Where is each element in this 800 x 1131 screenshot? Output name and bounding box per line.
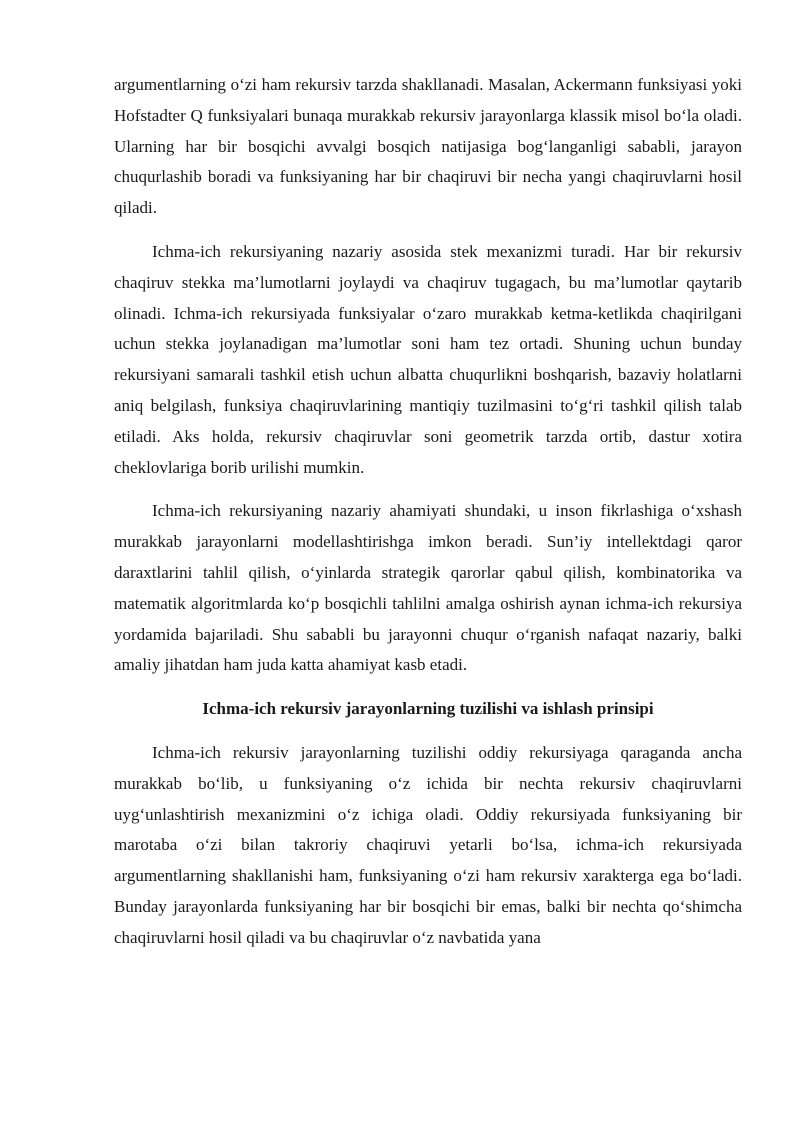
paragraph-stack-mechanism: Ichma-ich rekursiyaning nazariy asosida stek mexanizmi turadi. Har bir rekursiv chaqiruv stekka ma’lumotlarni joylaydi va chaqiruv tugagach, bu ma’lumotlar qaytarib olinadi. Ichma-ich rekursiyada funksiyalar o‘zaro murakkab ketma-ketlikda chaqirilgani uchun stekka joylanadigan ma’lumotlar soni ham tez ortadi. Shuning uchun bunday rekursiyani samarali tashkil etish uchun albatta chuqurlikni boshqarish, bazaviy holatlarni aniq belgilash, funksiya chaqiruvlarining mantiqiy tuzilmasini to‘g‘ri tashkil qilish talab etiladi. Aks holda, rekursiv chaqiruvlar soni geometrik tarzda ortib, dastur xotira cheklovlariga borib urilishi mumkin. bbox=[114, 241, 742, 477]
section-heading: Ichma-ich rekursiv jarayonlarning tuzilishi va ishlash prinsipi bbox=[202, 699, 654, 719]
paragraph-theoretical-importance: Ichma-ich rekursiyaning nazariy ahamiyati shundaki, u inson fikrlashiga o‘xshash murakkab jarayonlarni modellashtirishga imkon beradi. Sun’iy intellektdagi qaror daraxtlarini tahlil qilish, o‘yinlarda strategik qarorlar qabul qilish, kombinatorika va matematik algoritmlarda ko‘p bosqichli tahlilni amalga oshirish aynan ichma-ich rekursiya yordamida bajariladi. Shu sababli bu jarayonni chuqur o‘rganish nafaqat nazariy, balki amaliy jihatdan ham juda katta ahamiyat kasb etadi. bbox=[114, 501, 742, 675]
paragraph-continuation: argumentlarning o‘zi ham rekursiv tarzda shakllanadi. Masalan, Ackermann funksiyasi yoki Hofstadter Q funksiyalari bunaqa murakkab rekursiv jarayonlarga klassik misol bo‘la oladi. Ularning har bir bosqichi avvalgi bosqich natijasiga bog‘langanligi sababli, jarayon chuqurlashib boradi va funksiyaning har bir chaqiruvi bir necha yangi chaqiruvlarni hosil qiladi. bbox=[114, 75, 742, 218]
document-page bbox=[114, 70, 742, 967]
paragraph-structure: Ichma-ich rekursiv jarayonlarning tuzilishi oddiy rekursiyaga qaraganda ancha murakkab bo‘lib, u funksiyaning o‘z ichida bir nechta rekursiv chaqiruvlarni uyg‘unlashtirish mexanizmini o‘z ichiga oladi. Oddiy rekursiyada funksiyaning bir marotaba o‘zi bilan takroriy chaqiruvi yetarli bo‘lsa, ichma-ich rekursiyada argumentlarning shakllanishi ham, funksiyaning o‘zi ham rekursiv xarakterga ega bo‘ladi. Bunday jarayonlarda funksiyaning har bir bosqichi bir emas, balki bir nechta qo‘shimcha chaqiruvlarni hosil qiladi va bu chaqiruvlar o‘z navbatida yana bbox=[114, 742, 742, 947]
